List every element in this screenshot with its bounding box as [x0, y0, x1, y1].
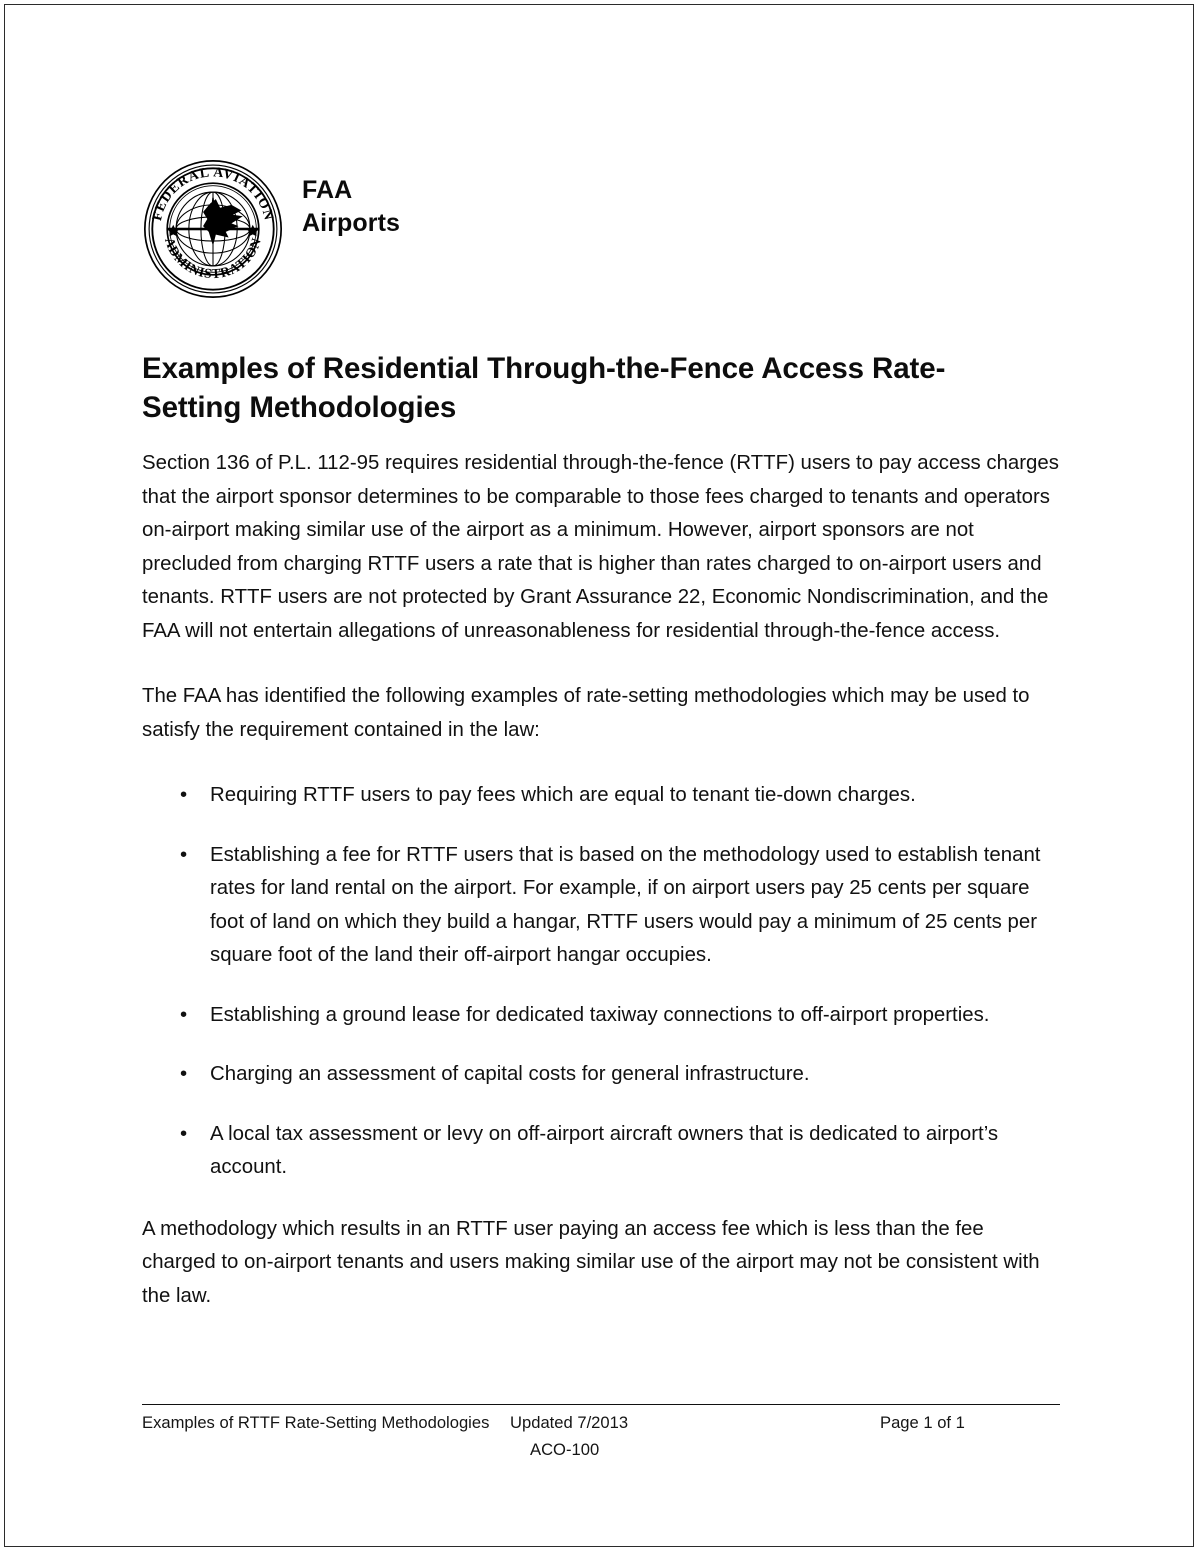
masthead — [142, 158, 400, 300]
bullet-icon: • — [180, 1122, 188, 1145]
footer-document-name: Examples of RTTF Rate-Setting Methodologies — [142, 1413, 490, 1432]
examples-list — [142, 779, 1060, 1185]
examples-list-block — [142, 779, 1060, 1185]
agency-wordmark — [302, 158, 400, 239]
list-item-text: Establishing a fee for RTTF users that is based on the methodology used to establish tenant rates for land rental on the airport. For example, if on airport users pay 25 cents per square foot of land on which they build a hangar, RTTF users would pay a minimum of 25 cents per square foot of the land their off-airport hangar occupies. — [210, 843, 1041, 966]
footer-updated-date: Updated 7/2013 — [510, 1413, 629, 1432]
list-item-text: Requiring RTTF users to pay fees which are equal to tenant tie-down charges. — [210, 784, 916, 806]
list-item — [142, 1058, 1060, 1092]
footer-page-number: Page 1 of 1 — [880, 1413, 965, 1432]
list-item-text: A local tax assessment or levy on off-airport aircraft owners that is dedicated to airport’s account. — [210, 1122, 999, 1178]
footer-divider — [142, 1404, 1060, 1405]
svg-text:ADMINISTRATION: ADMINISTRATION — [161, 235, 265, 282]
bullet-icon: • — [180, 784, 188, 806]
page-title: Examples of Residential Through-the-Fence Access Rate-Setting Methodologies — [142, 352, 946, 424]
list-item — [142, 839, 1060, 973]
footer-row — [142, 1411, 1060, 1435]
document-body — [142, 447, 1060, 1313]
agency-office: Airports — [302, 208, 401, 237]
bullet-icon: • — [180, 1003, 188, 1026]
bullet-icon: • — [180, 1063, 188, 1085]
faa-seal-icon — [142, 158, 284, 300]
agency-name: FAA — [302, 176, 353, 204]
paragraph-lead-in: The FAA has identified the following examples of rate-setting methodologies which may be used to satisfy the requirement contained in the law: — [142, 685, 1030, 741]
list-item — [142, 779, 1060, 813]
list-item-text: Charging an assessment of capital costs for general infrastructure. — [210, 1063, 810, 1085]
list-item — [142, 999, 1060, 1033]
paragraph-closing: A methodology which results in an RTTF user paying an access fee which is less than the fee charged to on-airport tenants and users making similar use of the airport may not be consistent with the law. — [142, 1217, 1040, 1307]
svg-text:FEDERAL AVIATION: FEDERAL AVIATION — [149, 164, 277, 223]
list-item-text: Establishing a ground lease for dedicated taxiway connections to off-airport properties. — [210, 1003, 990, 1026]
list-item — [142, 1118, 1060, 1185]
paragraph-intro: Section 136 of P.L. 112-95 requires residential through-the-fence (RTTF) users to pay access charges that the airport sponsor determines to be comparable to those fees charged to tenants and operators on-airport making similar use of the airport as a minimum. However, airport sponsors are not precluded from charging RTTF users a rate that is higher than rates charged to on-airport users and tenants. RTTF users are not protected by Grant Assurance 22, Economic Nondiscrimination, and the FAA will not entertain allegations of unreasonableness for residential through-the-fence access. — [142, 452, 1059, 642]
bullet-icon: • — [180, 843, 188, 866]
page-footer — [142, 1404, 1060, 1462]
footer-office-code: ACO-100 — [530, 1440, 600, 1459]
